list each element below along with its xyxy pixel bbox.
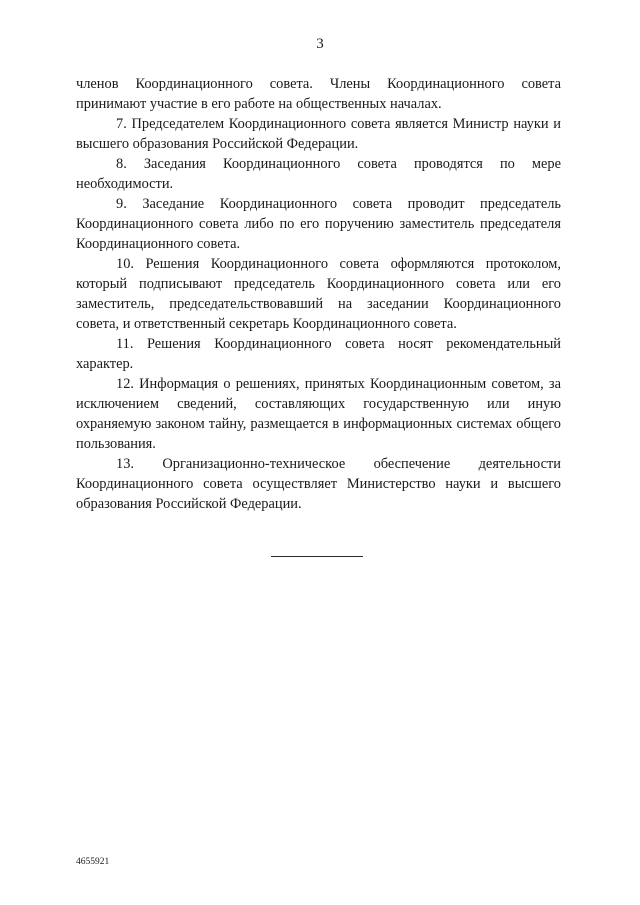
- page-number: 3: [316, 36, 324, 52]
- document-body: [76, 74, 561, 514]
- paragraph-7: 7. Председателем Координационного совета является Министр науки и высшего образования Российской Федерации.: [76, 116, 561, 152]
- paragraph-11: 11. Решения Координационного совета носят рекомендательный характер.: [76, 336, 561, 372]
- paragraph-9: 9. Заседание Координационного совета проводит председатель Координационного совета либо по его поручению заместитель председателя Координационного совета.: [76, 196, 561, 252]
- end-separator-line: [271, 556, 363, 557]
- paragraph-12: 12. Информация о решениях, принятых Координационным советом, за исключением сведений, составляющих государственную или иную охраняемую законом тайну, размещается в информационных системах общего пользования.: [76, 376, 561, 452]
- document-code: 4655921: [76, 857, 110, 867]
- paragraph-10: 10. Решения Координационного совета оформляются протоколом, который подписывают председатель Координационного совета или его заместитель, председательствовавший на заседании Координационного совета, и ответственный секретарь Координационного совета.: [76, 256, 561, 332]
- paragraph-13: 13. Организационно-техническое обеспечение деятельности Координационного совета осуществляет Министерство науки и высшего образования Российской Федерации.: [76, 456, 561, 512]
- paragraph-continuation: членов Координационного совета. Члены Координационного совета принимают участие в его работе на общественных началах.: [76, 76, 561, 112]
- paragraph-8: 8. Заседания Координационного совета проводятся по мере необходимости.: [76, 156, 561, 192]
